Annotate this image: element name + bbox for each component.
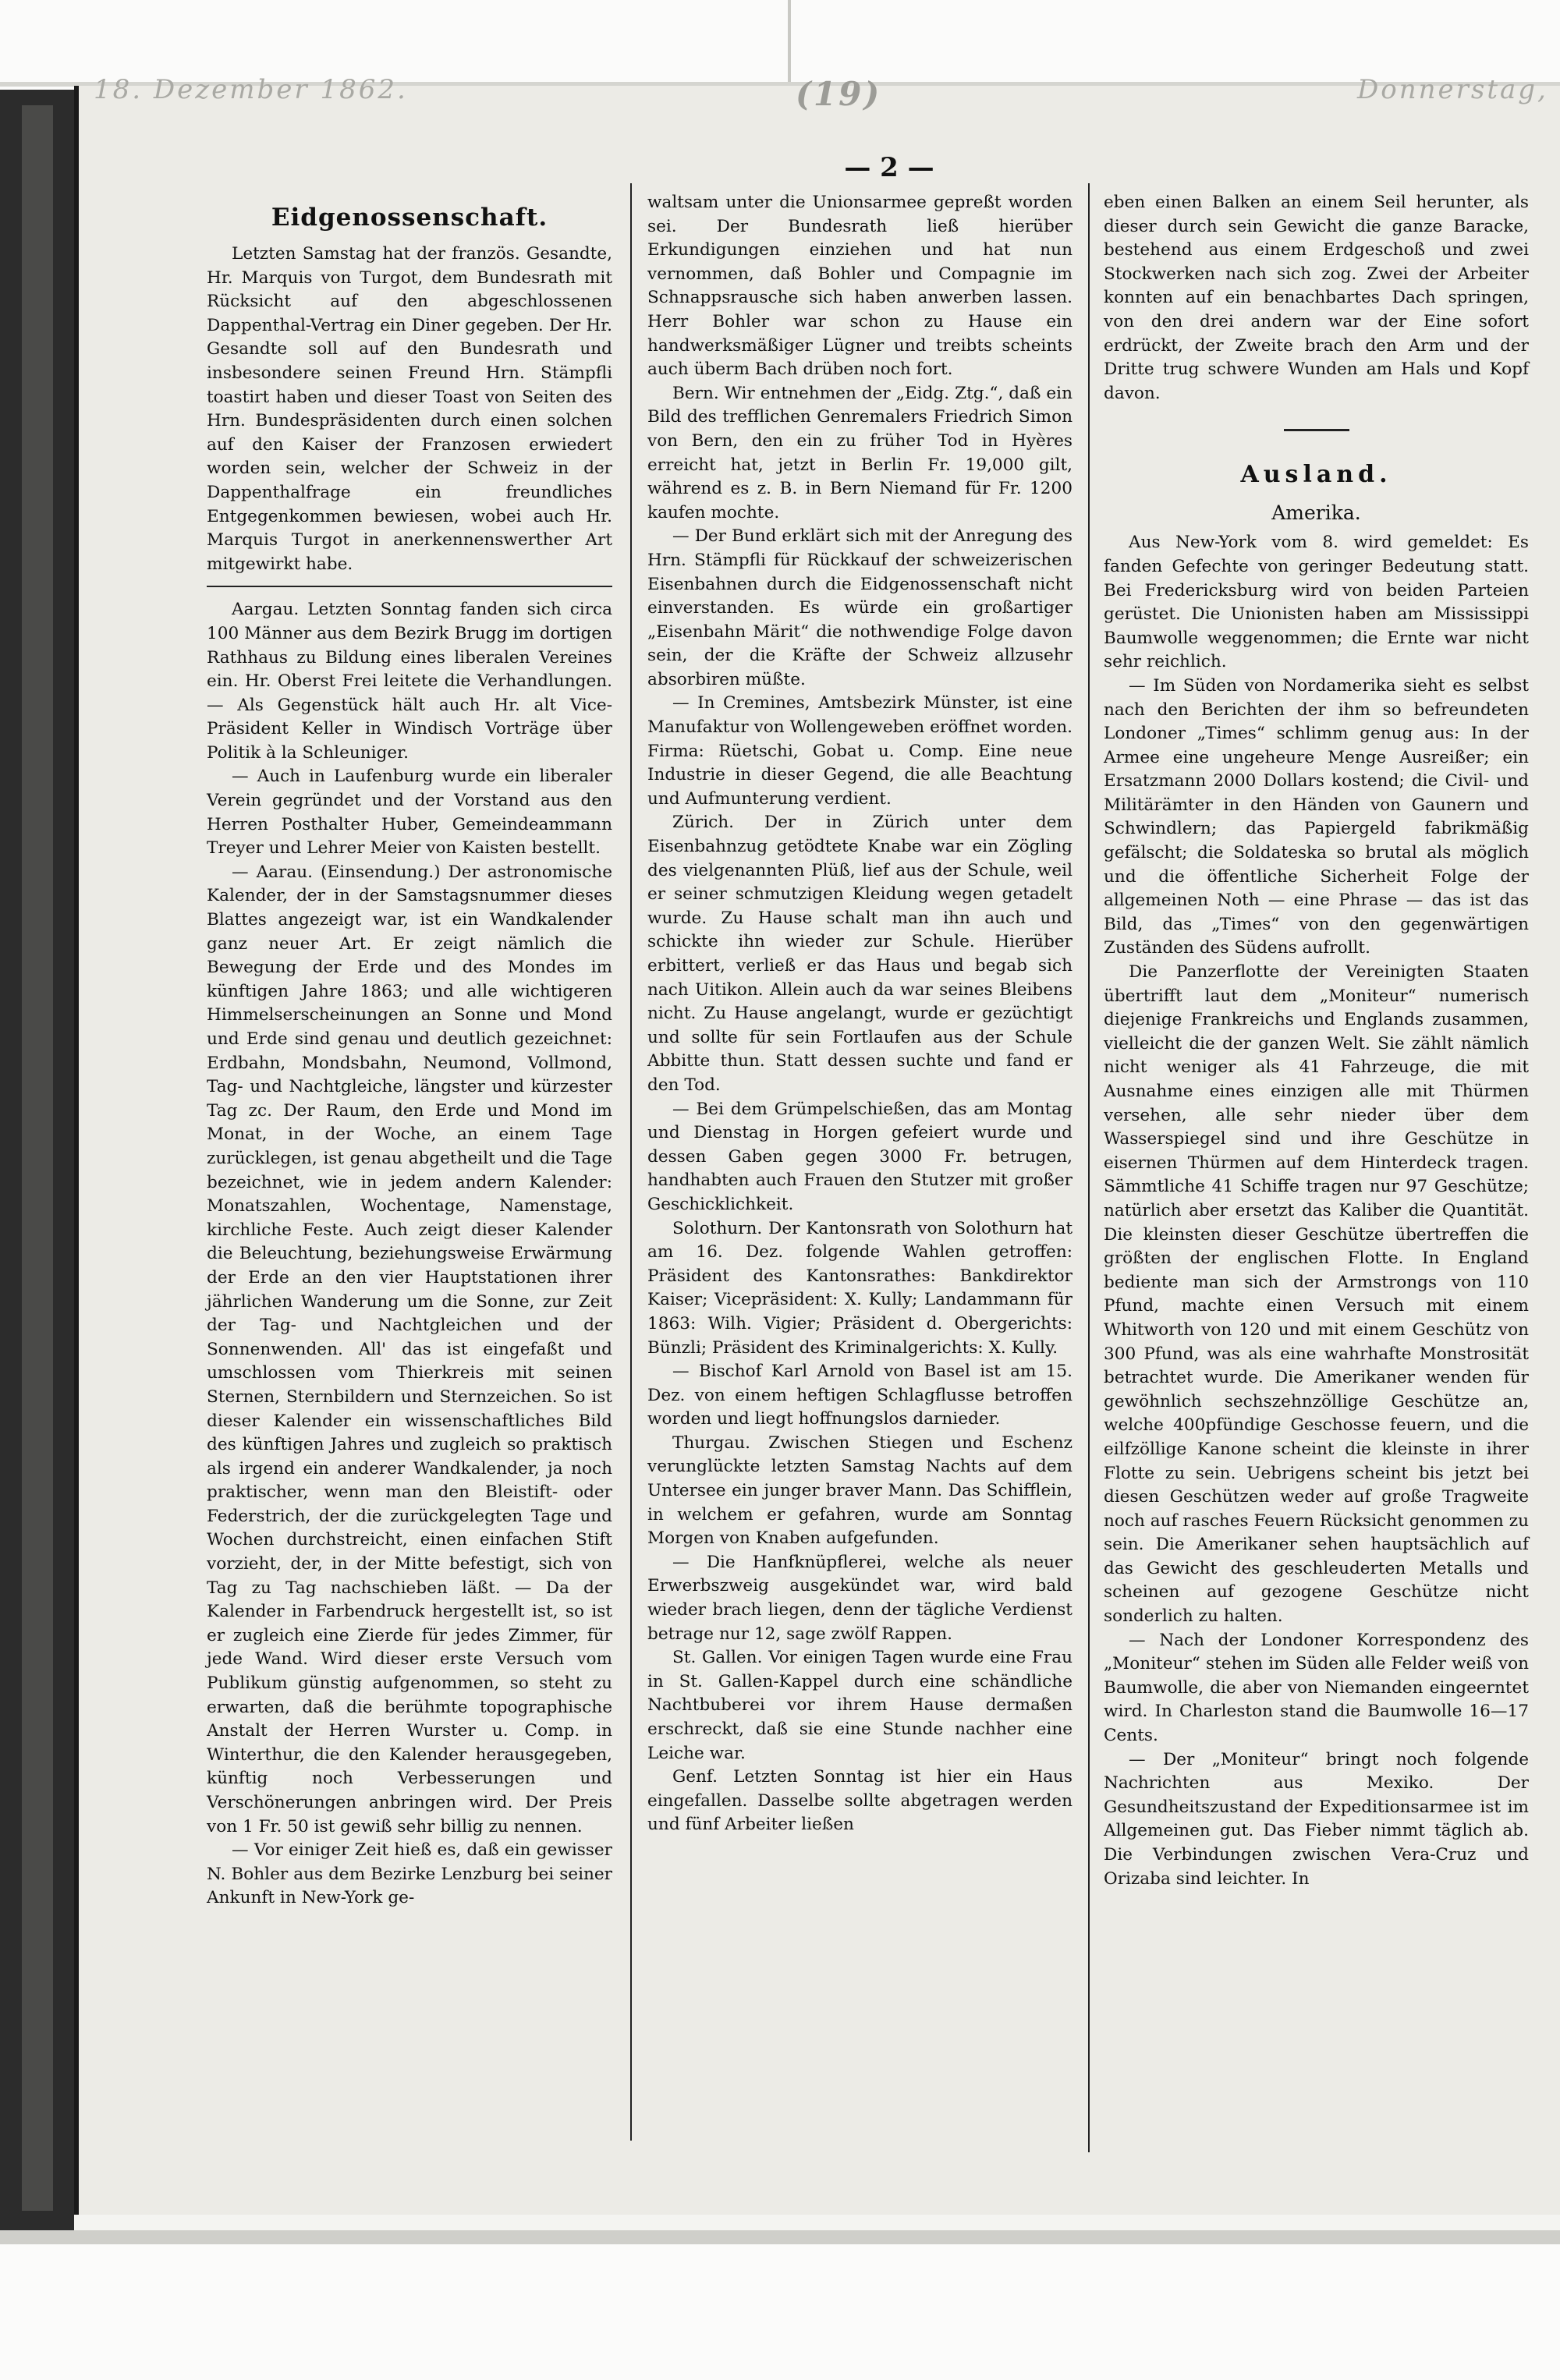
article-paragraph: Bern. Wir entnehmen der „Eidg. Ztg.“, daß ein Bild des trefflichen Genremalers Friedrich Simon von Bern, den ein zu früher Tod in Hyères erreicht hat, jetzt in Berlin Fr. 19,000 gilt, während es z. B. in Bern Niemand für Fr. 1200 kaufen mochte. xyxy=(647,383,1072,522)
article-paragraph: — Aarau. (Einsendung.) Der astronomische Kalender, der in der Samstagsnummer dieses Blattes angezeigt war, ist ein Wandkalender ganz neuer Art. Er zeigt nämlich die Bewegung der Erde und des Mondes im künftigen Jahre 1863; und alle wichtigeren Himmelserscheinungen an Sonne und Mond und Erde sind genau und deutlich gezeichnet: Erdbahn, Mondsbahn, Neumond, Vollmond, Tag- und Nachtgleiche, längster und kürzester Tag zc. Der Raum, den Erde und Mond im Monat, in der Woche, an einem Tage zurücklegen, ist genau abgetheilt und die Tage bezeichnet, wie in jedem andern Kalender: Monatszahlen, Wochentage, Namenstage, kirchliche Feste. Auch zeigt dieser Kalender die Beleuchtung, beziehungsweise Erwärmung der Erde an den vier Hauptstationen ihrer jährlichen Wanderung um die Sonne, zur Zeit der Tag- und Nachtgleichen und der Sonnenwenden. All' das ist eingefaßt und umschlossen vom Thierkreis mit seinen Sternen, Sternbildern und Sternzeichen. So ist dieser Kalender ein wissenschaftliches Bild des künftigen Jahres und zugleich so praktisch als irgend ein anderer Wandkalender, ja noch praktischer, wenn man den Bleistift- oder Federstrich, der die zurückgelegten Tage und Wochen durchstreicht, einen einfachen Stift vorzieht, der, in der Mitte befestigt, sich von Tag zu Tag nachschieben läßt. — Da der Kalender in Farbendruck hergestellt ist, so ist er zugleich eine Zierde für jedes Zimmer, für jede Wand. Wird dieser erste Versuch vom Publikum günstig aufgenommen, so steht zu erwarten, daß die berühmte topographische Anstalt der Herren Wurster u. Comp. in Winterthur, die den Kalender herausgegeben, künftig noch Verbesserungen und Verschönerungen anbringen wird. Der Preis von 1 Fr. 50 ist gewiß sehr billig zu nennen. xyxy=(207,862,612,1836)
column-right xyxy=(1104,191,1529,1891)
article-paragraph: — Der „Moniteur“ bringt noch folgende Nachrichten aus Mexiko. Der Gesundheitszustand der Expeditionsarmee ist im Allgemeinen gut. Das Fieber nimmt täglich ab. Die Verbindungen zwischen Vera-Cruz und Orizaba sind leichter. In xyxy=(1104,1749,1529,1889)
page-number: — 2 — xyxy=(844,152,934,183)
book-binding xyxy=(0,90,74,2242)
article-paragraph: — Vor einiger Zeit hieß es, daß ein gewisser N. Bohler aus dem Bezirke Lenzburg bei seiner Ankunft in New-York ge- xyxy=(207,1840,612,1908)
article-paragraph: waltsam unter die Unionsarmee gepreßt worden sei. Der Bundesrath ließ hierüber Erkundigungen einziehen und hat nun vernommen, daß Bohler und Compagnie im Schnappsrausche sich haben anwerben lassen. Herr Bohler war schon zu Hause ein handwerksmäßiger Lügner und treibts scheints auch überm Bach drüben noch fort. xyxy=(647,193,1072,380)
section-heading-ausland: Ausland. xyxy=(1240,461,1392,489)
column-left xyxy=(207,199,612,1911)
section-heading-eidgenossenschaft: Eidgenossenschaft. xyxy=(271,204,548,232)
article-paragraph: Zürich. Der in Zürich unter dem Eisenbahnzug getödtete Knabe war ein Zögling des vielgenannten Plüß, lief aus der Schule, weil er seiner schmutzigen Kleidung wegen getadelt wurde. Zu Hause schalt man ihn auch und schickte ihn wieder zur Schule. Hierüber erbittert, verließ er das Haus und begab sich nach Uitikon. Allein auch da war seines Bleibens nicht. Zu Hause angelangt, wurde er gezüchtigt und sollte für sein Fortlaufen aus der Schule Abbitte thun. Statt dessen suchte und fand er den Tod. xyxy=(647,813,1072,1095)
page-fold xyxy=(788,0,791,82)
scan-margin-bottom xyxy=(0,2230,1560,2380)
column-rule-right xyxy=(1088,183,1090,2152)
column-rule-left xyxy=(630,183,632,2141)
article-paragraph: — Der Bund erklärt sich mit der Anregung des Hrn. Stämpfli für Rückkauf der schweizerischen Eisenbahnen durch die Eidgenossenschaft nicht einverstanden. Es würde ein großartiger „Eisenbahn Märit“ die nothwendige Folge davon sein, der die Kräfte der Schweiz allzusehr absorbiren müßte. xyxy=(647,526,1072,689)
article-paragraph: — Im Süden von Nordamerika sieht es selbst nach den Berichten der ihm so befreundeten Londoner „Times“ schlimm genug aus: In der Armee eine ungeheure Menge Ausreißer; ein Ersatzmann 2000 Dollars kostend; die Civil- und Militärämter in den Händen von Gaunern und Schwindlern; das Papiergeld fabrikmäßig gefälscht; die Soldateska so brutal als möglich und die öffentliche Sicherheit Folge der allgemeinen Noth — eine Phrase — das ist das Bild, das „Times“ von den gegenwärtigen Zuständen des Südens aufrollt. xyxy=(1104,675,1529,958)
binding-spine xyxy=(22,105,53,2211)
article-divider xyxy=(207,586,612,587)
bleed-through-mid-header: (19) xyxy=(796,75,882,113)
article-paragraph: eben einen Balken an einem Seil herunter, als dieser durch sein Gewicht die ganze Baracke, bestehend aus einem Erdgeschoß und zwei Stockwerken nach sich zog. Zwei der Arbeiter konnten auf ein benachbartes Dach springen, von den drei andern war der Eine sofort erdrückt, der Zweite brach den Arm und der Dritte trug schwere Wunden am Hals und Kopf davon. xyxy=(1104,193,1529,403)
article-paragraph: Solothurn. Der Kantonsrath von Solothurn hat am 16. Dez. folgende Wahlen getroffen: Präsident des Kantonsrathes: Bankdirektor Kaiser; Vicepräsident: X. Kully; Landammann für 1863: Wilh. Vigier; Präsident d. Obergerichts: Bünzli; Präsident des Kriminalgerichts: X. Kully. xyxy=(647,1218,1072,1358)
article-paragraph: Letzten Samstag hat der französ. Gesandte, Hr. Marquis von Turgot, dem Bundesrath mit Rücksicht auf den abgeschlossenen Dappenthal-Vertrag ein Diner gegeben. Der Hr. Gesandte soll auf den Bundesrath und insbesondere seinen Freund Hrn. Stämpfli toastirt haben und dieser Toast von Seiten des Hrn. Bundespräsidenten durch einen solchen auf den Kaiser der Franzosen erwiedert worden sein, welcher der Schweiz in der Dappenthalfrage ein freundliches Entgegenkommen bewiesen, wobei auch Hr. Marquis Turgot in anerkennenswerther Art mitgewirkt habe. xyxy=(207,244,612,574)
article-paragraph: — Bischof Karl Arnold von Basel ist am 15. Dez. von einem heftigen Schlagflusse betroffen worden und liegt hoffnungslos darnieder. xyxy=(647,1362,1072,1429)
article-paragraph: Die Panzerflotte der Vereinigten Staaten übertrifft laut dem „Moniteur“ numerisch diejenige Frankreichs und Englands zusammen, vielleicht die der ganzen Welt. Sie zählt nämlich nicht weniger als 41 Fahrzeuge, die mit Ausnahme eines einzigen alle mit Thürmen versehen, alle sehr nieder über dem Wasserspiegel sind und ihre Geschütze in eisernen Thürmen auf dem Hinterdeck tragen. Sämmtliche 41 Schiffe tragen nur 97 Geschütze; natürlich aber ersetzt das Kaliber die Quantität. Die kleinsten dieser Geschütze übertreffen die größten der englischen Flotte. In England bediente man sich der Armstrongs von 110 Pfund, machte einen Versuch mit einem Whitworth von 120 und mit einem Geschütz von 300 Pfund, was als eine wahrhafte Monstrosität betrachtet wurde. Die Amerikaner wenden für gewöhnlich sechszehnzöllige Geschütze an, welche 400pfündige Geschosse feuern, und die eilfzöllige Kanone scheint die kleinste in ihrer Flotte zu sein. Uebrigens scheint bis jetzt bei diesen Geschützen weder auf große Tragweite noch auf rasches Feuern Rücksicht genommen zu sein. Die Amerikaner sehen hauptsächlich auf das Gewicht des geschleuderten Metalls und scheinen auf gezogene Geschütze nicht sonderlich zu halten. xyxy=(1104,962,1529,1627)
bleed-through-left-header: 18. Dezember 1862. xyxy=(94,74,408,105)
scan-bottom-band xyxy=(0,2230,1560,2244)
article-paragraph: Genf. Letzten Sonntag ist hier ein Haus eingefallen. Dasselbe sollte abgetragen werden und fünf Arbeiter ließen xyxy=(647,1767,1072,1835)
article-paragraph: — Die Hanfknüpflerei, welche als neuer Erwerbszweig ausgekündet war, wird bald wieder brach liegen, denn der tägliche Verdienst betrage nur 12, sage zwölf Rappen. xyxy=(647,1552,1072,1644)
article-paragraph: — Bei dem Grümpelschießen, das am Montag und Dienstag in Horgen gefeiert wurde und dessen Gaben gegen 3000 Fr. betrugen, handhabten auch Frauen den Stutzer mit großer Geschicklichkeit. xyxy=(647,1099,1072,1214)
subsection-heading-amerika: Amerika. xyxy=(1271,501,1361,525)
article-paragraph: St. Gallen. Vor einigen Tagen wurde eine Frau in St. Gallen-Kappel durch eine schändliche Nachtbuberei vor ihrem Hause dermaßen erschreckt, daß sie eine Stunde nachher eine Leiche war. xyxy=(647,1648,1072,1763)
article-paragraph: — Nach der Londoner Korrespondenz des „Moniteur“ stehen im Süden alle Felder weiß von Baumwolle, die aber von Niemanden eingeerntet wird. In Charleston stand die Baumwolle 16—17 Cents. xyxy=(1104,1630,1529,1746)
article-paragraph: Thurgau. Zwischen Stiegen und Eschenz verunglückte letzten Samstag Nachts auf dem Untersee ein junger braver Mann. Das Schifflein, in welchem er gefahren, wurde am Sonntag Morgen von Knaben aufgefunden. xyxy=(647,1433,1072,1549)
bleed-through-right-header: Donnerstag, xyxy=(1357,74,1548,105)
article-paragraph: Aus New-York vom 8. wird gemeldet: Es fanden Gefechte von geringer Bedeutung statt. Bei Fredericksburg wird von beiden Parteien gerüstet. Die Unionisten haben am Mississippi Baumwolle weggenommen; die Ernte war nicht sehr reichlich. xyxy=(1104,533,1529,672)
column-middle xyxy=(647,191,1072,1837)
article-paragraph: — In Cremines, Amtsbezirk Münster, ist eine Manufaktur von Wollengeweben eröffnet worden. Firma: Rüetschi, Gobat u. Comp. Eine neue Industrie in dieser Gegend, die alle Beachtung und Aufmunterung verdient. xyxy=(647,693,1072,809)
article-paragraph: Aargau. Letzten Sonntag fanden sich circa 100 Männer aus dem Bezirk Brugg im dortigen Rathhaus zu Bildung eines liberalen Vereines ein. Hr. Oberst Frei leitete die Verhandlungen. — Als Gegenstück hält auch Hr. alt Vice-Präsident Keller in Windisch Vorträge über Politik à la Schleuniger. xyxy=(207,600,612,763)
article-divider xyxy=(1284,429,1349,431)
article-paragraph: — Auch in Laufenburg wurde ein liberaler Verein gegründet und der Vorstand aus den Herren Posthalter Huber, Gemeindeammann Treyer und Lehrer Meier von Kaisten bestellt. xyxy=(207,767,612,859)
